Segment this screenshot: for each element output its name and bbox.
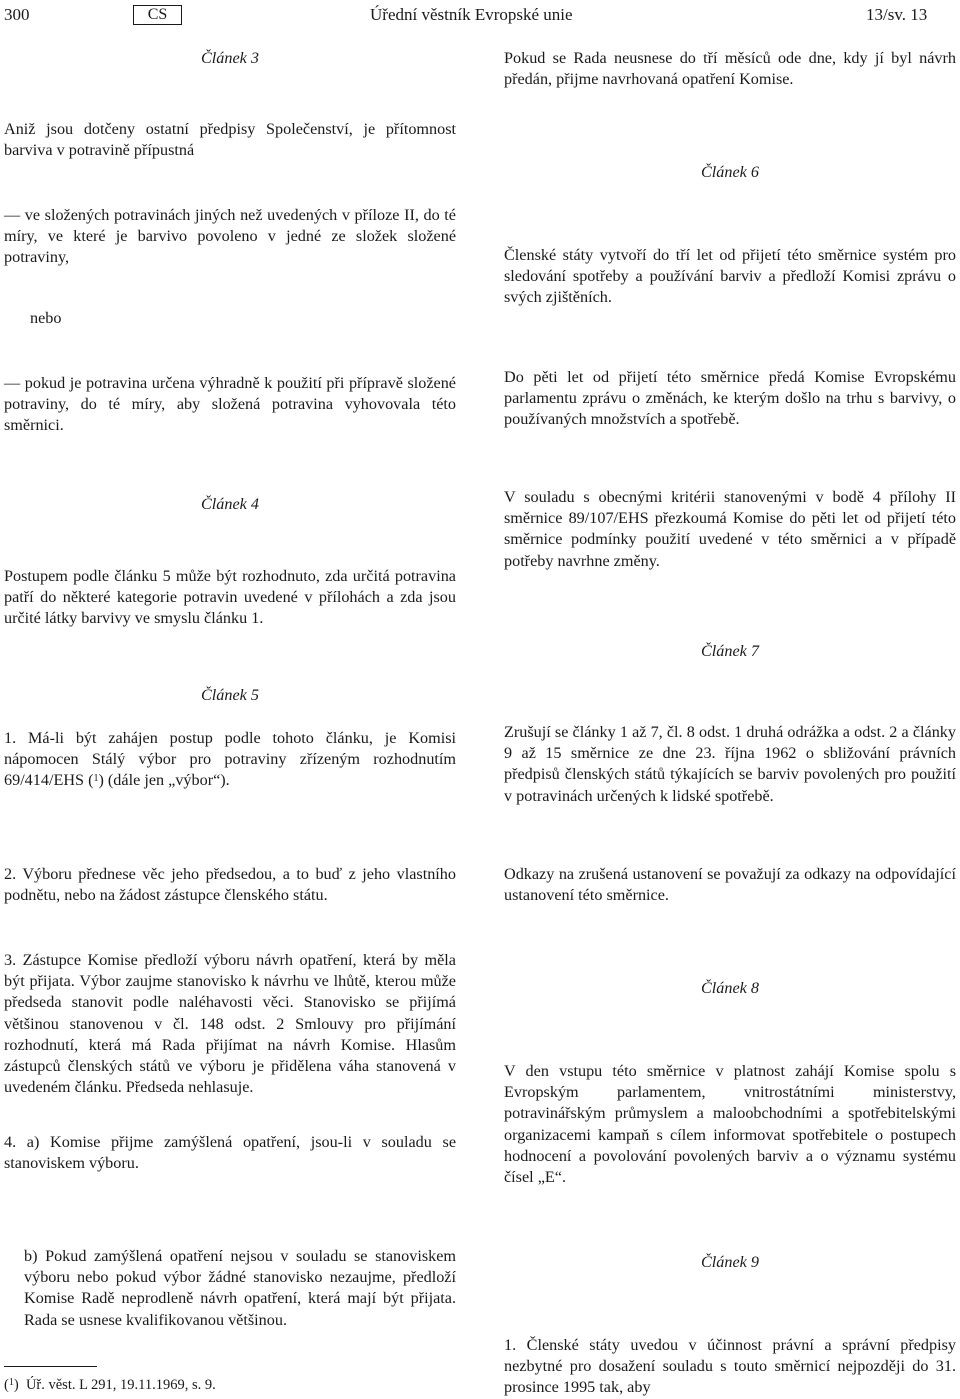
footnote-divider bbox=[4, 1366, 97, 1367]
edition-number: 13/sv. 13 bbox=[866, 5, 928, 24]
article-6-paragraph-3: V souladu s obecnými kritérii stanovenými v bodě 4 přílohy II směrnice 89/107/EHS přezkoumá Komise do pěti let od přijetí této směrnice podmínky použití uvedené v této směrnici a v případě potřeby navrhne změny. bbox=[504, 488, 956, 570]
article-6-paragraph-2: Do pěti let od přijetí této směrnice předá Komise Evropskému parlamentu zprávu o změnách, ke kterým došlo na trhu s barvivy, o používaných množstvích a spotřebě. bbox=[504, 368, 956, 429]
article-9-heading: Článek 9 bbox=[701, 1253, 759, 1271]
footnote-ref[interactable]: 1 bbox=[93, 773, 99, 785]
article-8-paragraph-1: V den vstupu této směrnice v platnost zahájí Komise spolu s Evropským parlamentem, vnitrostátními ministerstvy, potravinářským průmyslem a maloobchodními a spotřebitelskými organizacemi kampaň s cílem informovat spotřebitele o postupech hodnocení a povolování povolených barviv a o významu systému čísel „E“. bbox=[504, 1062, 956, 1187]
footnote: ($^1$) Úř. věst. L 291, 19.11.1969, s. 9. bbox=[4, 1377, 216, 1393]
article-5-paragraph-1 bbox=[4, 728, 456, 792]
article-9-paragraph-1: 1. Členské státy uvedou v účinnost právní a správní předpisy nezbytné pro dosažení souladu s touto směrnicí nejpozději do 31. prosince 1995 tak, aby bbox=[504, 1336, 956, 1397]
article-5-paragraph-3: 3. Zástupce Komise předloží výboru návrh opatření, která by měla být přijata. Výbor zaujme stanovisko k návrhu ve lhůtě, kterou může předseda stanovit podle naléhavosti věci. Stanovisko se přijímá většinou stanovenou v čl. 148 odst. 2 Smlouvy pro přijímání rozhodnutí, která má Rada přijímat na návrh Komise. Hlasům zástupců členských států ve výboru je přidělena váha stanovená v uvedeném článku. Předseda nehlasuje. bbox=[4, 951, 456, 1097]
article-5-paragraph-2: 2. Výboru přednese věc jeho předsedou, a to buď z jeho vlastního podnětu, nebo na žádost zástupce členského státu. bbox=[4, 865, 456, 905]
article-3-heading: Článek 3 bbox=[201, 49, 259, 67]
article-5-heading: Článek 5 bbox=[201, 686, 259, 704]
page-number: 300 bbox=[4, 5, 30, 24]
footnote-text: Úř. věst. L 291, 19.11.1969, s. 9. bbox=[25, 1377, 216, 1393]
article-3-or: nebo bbox=[30, 309, 62, 327]
language-code-box: CS bbox=[133, 5, 182, 25]
article-5-paragraph-4b: b) Pokud zamýšlená opatření nejsou v souladu se stanoviskem výboru nebo pokud výbor žádné stanovisko nezaujme, předloží Komise Radě neprodleně návrh opatření, která mají být přijata. Rada se usnese kvalifikovanou většinou. bbox=[24, 1247, 456, 1329]
article-5-paragraph-4a: 4. a) Komise přijme zamýšlená opatření, jsou-li v souladu se stanoviskem výboru. bbox=[4, 1133, 456, 1173]
article-6-paragraph-1: Členské státy vytvoří do tří let od přijetí této směrnice systém pro sledování spotřeby a používání barviv a předloží Komisi zprávu o svých zjištěních. bbox=[504, 246, 956, 307]
article-5-paragraph-1-end: ) (dále jen „výbor“). bbox=[98, 771, 230, 790]
article-7-paragraph-2: Odkazy na zrušená ustanovení se považují za odkazy na odpovídající ustanovení této směrnice. bbox=[504, 865, 956, 905]
article-5-paragraph-1-text: 1. Má-li být zahájen postup podle tohoto článku, je Komisi nápomocen Stálý výbor pro potraviny zřízeným rozhodnutím 69/414/EHS ( bbox=[4, 729, 456, 790]
article-5-continuation: Pokud se Rada neusnese do tří měsíců ode dne, kdy jí byl návrh předán, přijme navrhovaná opatření Komise. bbox=[504, 49, 956, 89]
article-7-paragraph-1: Zrušují se články 1 až 7, čl. 8 odst. 1 druhá odrážka a odst. 2 a články 9 až 15 směrnice ze dne 23. října 1962 o sbližování právních předpisů členských států týkajících se barviv povolených pro použití v potravinách určených k lidské spotřebě. bbox=[504, 723, 956, 805]
footnote-marker: 1 bbox=[8, 1377, 14, 1388]
article-3-indent-2: — pokud je potravina určena výhradně k použití při přípravě složené potraviny, do té míry, aby složená potravina vyhovovala této směrnici. bbox=[4, 374, 456, 435]
article-3-indent-1: — ve složených potravinách jiných než uvedených v příloze II, do té míry, ve které je barvivo povoleno v jedné ze složek složené potraviny, bbox=[4, 206, 456, 267]
article-3-intro: Aniž jsou dotčeny ostatní předpisy Společenství, je přítomnost barviva v potravině přípustná bbox=[4, 120, 456, 160]
article-4-heading: Článek 4 bbox=[201, 495, 259, 513]
article-6-heading: Článek 6 bbox=[701, 163, 759, 181]
article-8-heading: Článek 8 bbox=[701, 979, 759, 997]
article-4-text: Postupem podle článku 5 může být rozhodnuto, zda určitá potravina patří do některé kategorie potravin uvedené v přílohách a zda jsou určité látky barvivy ve smyslu článku 1. bbox=[4, 567, 456, 628]
article-7-heading: Článek 7 bbox=[701, 642, 759, 660]
journal-title: Úřední věstník Evropské unie bbox=[370, 5, 573, 24]
